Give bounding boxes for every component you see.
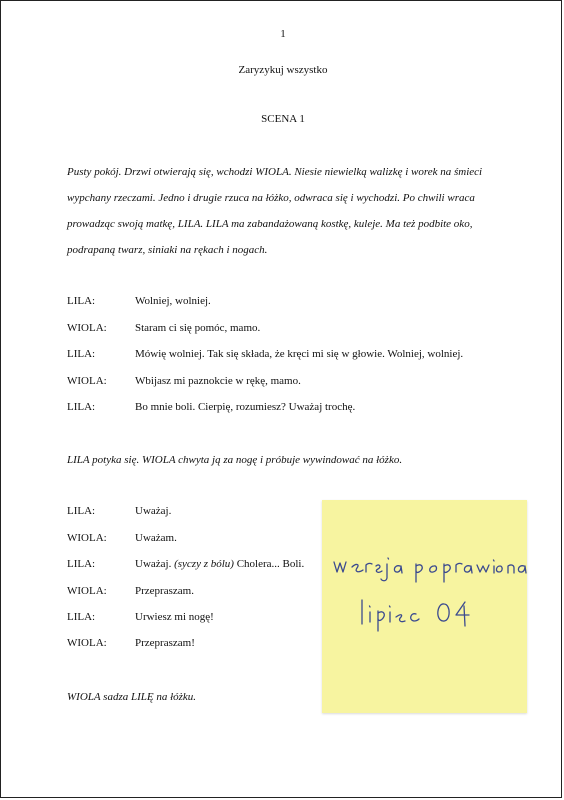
stage-direction-opening: Pusty pokój. Drzwi otwierają się, wchodzi WIOLA. Niesie niewielką walizkę i worek na śmieci wypchany rzeczami. Jedno i drugie rzuca na łóżko, odwraca się i wychodzi. Po chwili wraca prowadząc swoją matkę, LILA. LILA ma zabandażowaną kostkę, kuleje. Ma też podbite oko, podrapaną twarz, siniaki na rękach i nogach.: [67, 166, 483, 256]
speech-text: Mówię wolniej. Tak się składa, że kręci mi się w głowie. Wolniej, wolniej.: [135, 348, 464, 360]
speech-text: Wolniej, wolniej.: [135, 295, 211, 307]
speaker-name: WIOLA:: [67, 322, 107, 334]
speech-text: Przepraszam.: [135, 585, 194, 597]
inline-stage-direction: (syczy z bólu): [174, 558, 234, 570]
stage-direction-closing: WIOLA sadza LILĘ na łóżku.: [67, 691, 197, 703]
sticky-note: [322, 500, 527, 713]
speaker-name: WIOLA:: [67, 375, 107, 387]
speech-text: Urwiesz mi nogę!: [135, 611, 214, 623]
speech-text: Bo mnie boli. Cierpię, rozumiesz? Uważaj trochę.: [135, 401, 356, 413]
handwriting-line-1: [334, 558, 526, 582]
speaker-name: LILA:: [67, 505, 96, 517]
speech-text: Przepraszam!: [135, 637, 195, 649]
speaker-name: LILA:: [67, 401, 96, 413]
page-number: 1: [280, 28, 286, 40]
speech-text-before: Uważaj.: [135, 558, 172, 570]
speech-text: Uważaj.: [135, 505, 172, 517]
speaker-name: WIOLA:: [67, 637, 107, 649]
handwriting-line-2: [362, 600, 469, 631]
speech-text: Wbijasz mi paznokcie w rękę, mamo.: [135, 375, 301, 387]
speaker-name: WIOLA:: [67, 532, 107, 544]
speech-text: Staram ci się pomóc, mamo.: [135, 322, 261, 334]
scene-heading: SCENA 1: [261, 113, 305, 125]
speaker-name: WIOLA:: [67, 585, 107, 597]
speaker-name: LILA:: [67, 295, 96, 307]
speech-text: [135, 558, 304, 570]
speaker-name: LILA:: [67, 348, 96, 360]
handwritten-note: [322, 500, 527, 713]
speaker-name: LILA:: [67, 611, 96, 623]
speech-text: Uważam.: [135, 532, 177, 544]
speaker-name: LILA:: [67, 558, 96, 570]
speech-text-after: Cholera... Boli.: [236, 558, 305, 570]
play-title: Zaryzykuj wszystko: [238, 64, 328, 76]
stage-direction-stumble: LILA potyka się. WIOLA chwyta ją za nogę i próbuje wywindować na łóżko.: [67, 454, 403, 466]
